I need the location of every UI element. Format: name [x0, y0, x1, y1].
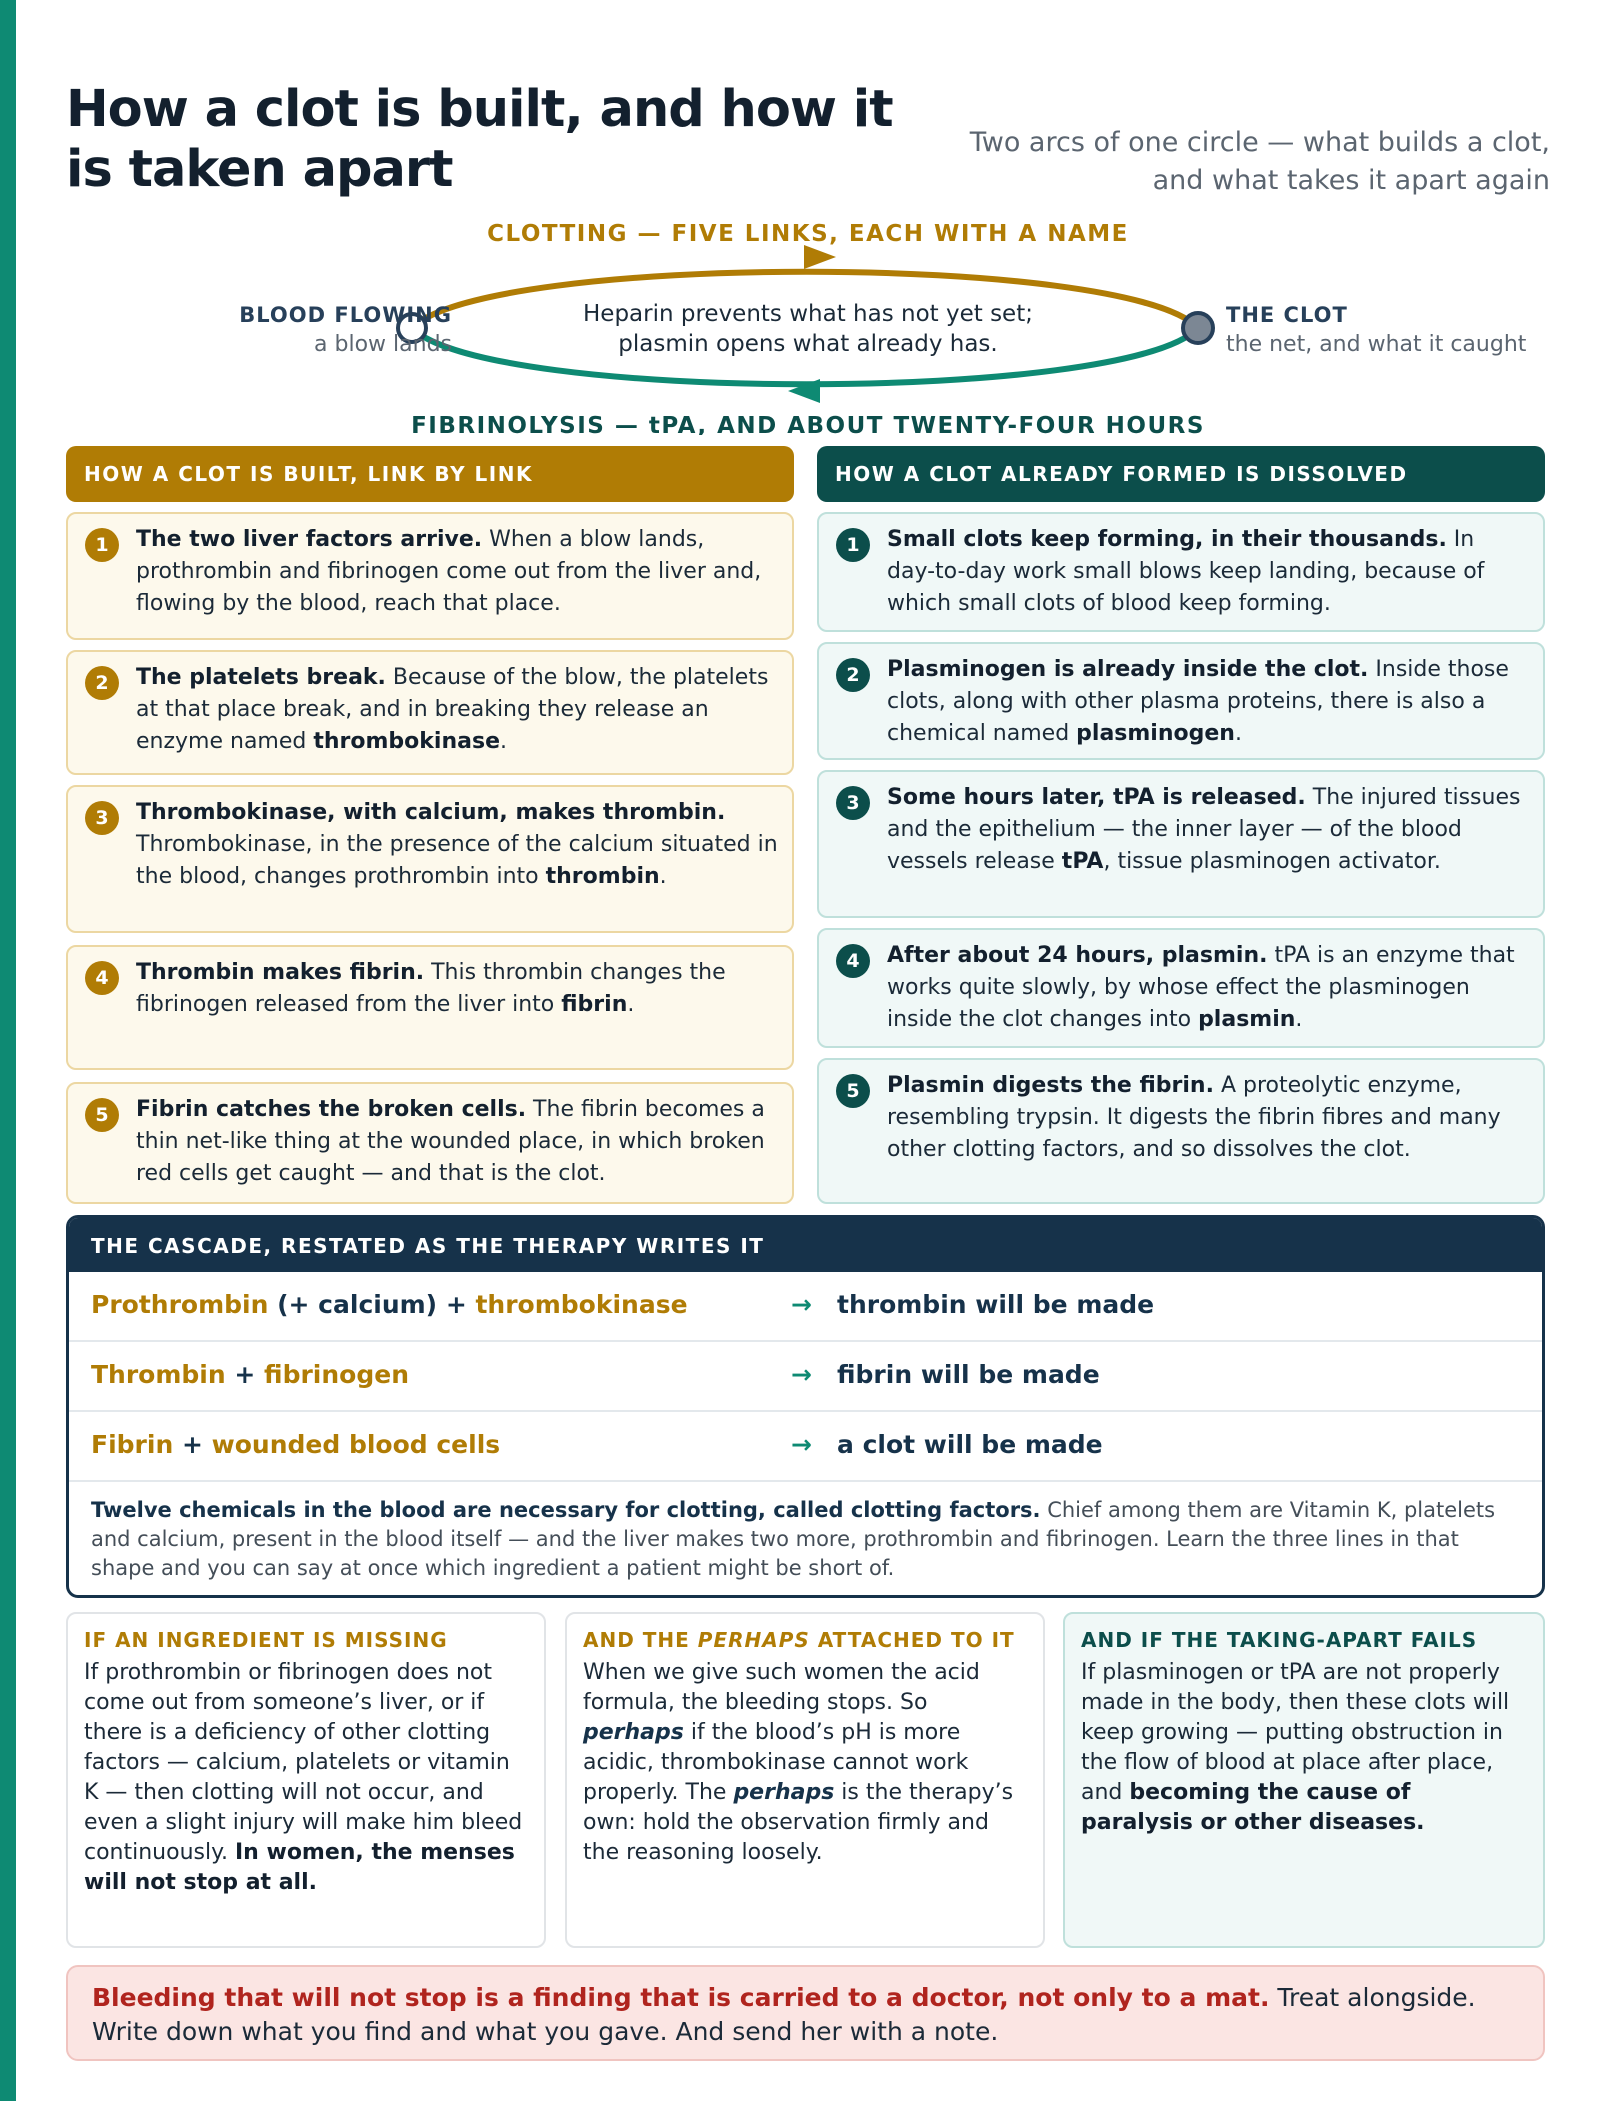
cascade-result: thrombin will be made [837, 1290, 1155, 1319]
taking-apart-fails-box [1063, 1612, 1545, 1948]
plus-sign: + [445, 1290, 476, 1319]
step-number-badge: 2 [85, 666, 119, 700]
step-term: tPA [1061, 849, 1104, 874]
box-body [583, 1658, 1027, 1868]
build-column-header: HOW A CLOT IS BUILT, LINK BY LINK [66, 446, 794, 502]
step-lead: The platelets break. [136, 665, 386, 690]
note-lead: Twelve chemicals in the blood are necessary for clotting, called clotting factors. [91, 1498, 1041, 1522]
box-text: is the therapy’s own: hold the observation firmly and the reasoning loosely. [583, 1780, 1014, 1865]
cascade-row [69, 1342, 1542, 1412]
step-lead: Plasminogen is already inside the clot. [887, 657, 1369, 682]
step-lead: Plasmin digests the fibrin. [887, 1073, 1214, 1098]
cascade-row [69, 1412, 1542, 1482]
arrow-icon: → [791, 1360, 812, 1389]
reagent: wounded blood cells [211, 1430, 501, 1459]
clot-cycle-diagram [66, 215, 1550, 435]
perhaps-box [565, 1612, 1045, 1948]
step-term: fibrin [561, 992, 628, 1017]
dissolve-step [817, 1058, 1545, 1204]
step-number-badge: 1 [836, 528, 870, 562]
dissolve-column-header: HOW A CLOT ALREADY FORMED IS DISSOLVED [817, 446, 1545, 502]
accent-bar [0, 0, 16, 2101]
step-lead: Thrombokinase, with calcium, makes thrombin. [136, 800, 726, 825]
box-text: If plasminogen or tPA are not properly made in the body, then these clots will keep growing — putting obstruction in the flow of blood at place after place, and [1081, 1660, 1510, 1805]
build-step [66, 512, 794, 640]
step-text: A proteolytic enzyme, resembling trypsin. It digests the fibrin fibres and many other clotting factors, and so dissolves the clot. [887, 1073, 1501, 1162]
box-emphasis: becoming the cause of paralysis or other diseases. [1081, 1780, 1425, 1835]
dissolve-step [817, 642, 1545, 760]
step-text: This thrombin changes the fibrinogen released from the liver into [136, 960, 726, 1017]
clotting-arc-label: CLOTTING — FIVE LINKS, EACH WITH A NAME [487, 221, 1129, 247]
step-number-badge: 5 [85, 1098, 119, 1132]
step-text: . [627, 992, 635, 1017]
step-text: Because of the blow, the platelets at that place break, and in breaking they release an enzyme named [136, 665, 769, 754]
step-text: . [1234, 721, 1242, 746]
subtitle-line: and what takes it apart again [1152, 165, 1550, 196]
node-title: THE CLOT [1226, 303, 1348, 327]
step-term: plasmin [1198, 1007, 1296, 1032]
box-text: When we give such women the acid formula, the bleeding stops. So [583, 1660, 980, 1715]
cascade-header: THE CASCADE, RESTATED AS THE THERAPY WRITES IT [69, 1218, 1542, 1272]
cycle-center-caption [66, 299, 1550, 359]
step-number-badge: 1 [85, 528, 119, 562]
step-number-badge: 4 [836, 944, 870, 978]
build-step [66, 785, 794, 933]
step-number-badge: 3 [85, 801, 119, 835]
step-lead: Fibrin catches the broken cells. [136, 1097, 527, 1122]
caption-line: Heparin prevents what has not yet set; [583, 301, 1033, 327]
step-lead: Small clots keep forming, in their thousands. [887, 527, 1447, 552]
arrow-icon: → [791, 1290, 812, 1319]
step-text: . [659, 864, 667, 889]
cascade-row [69, 1272, 1542, 1342]
page-title: How a clot is built, and how it is taken apart [66, 80, 893, 199]
node-title: BLOOD FLOWING [239, 303, 452, 327]
cascade-inputs [91, 1290, 688, 1319]
arrow-icon: → [791, 1430, 812, 1459]
alert-text: Treat alongside. Write down what you find and what you gave. And send her with a note. [92, 1983, 1476, 2046]
step-text: . [1295, 1007, 1303, 1032]
node-subtitle: a blow lands [314, 332, 452, 357]
clotting-arrowhead [804, 245, 836, 269]
step-number-badge: 4 [85, 961, 119, 995]
dissolve-step [817, 512, 1545, 632]
box-body [1081, 1658, 1527, 1838]
dissolve-step [817, 928, 1545, 1048]
cascade-result: a clot will be made [837, 1430, 1103, 1459]
missing-ingredient-box [66, 1612, 546, 1948]
box-emphasis: perhaps [583, 1720, 684, 1745]
box-emphasis: perhaps [733, 1780, 835, 1805]
step-term: thrombokinase [313, 729, 500, 754]
step-text: The injured tissues and the epithelium — the inner layer — of the blood vessels release [887, 785, 1521, 874]
step-lead: Thrombin makes fibrin. [136, 960, 425, 985]
step-number-badge: 2 [836, 658, 870, 692]
subtitle-line: Two arcs of one circle — what builds a clot, [969, 127, 1550, 158]
build-step [66, 945, 794, 1070]
box-emphasis: In women, the menses will not stop at all. [84, 1840, 515, 1895]
step-text: , tissue plasminogen activator. [1103, 849, 1441, 874]
title-emphasis: PERHAPS [697, 1628, 810, 1652]
step-text: tPA is an enzyme that works quite slowly, by whose effect the plasminogen inside the clot changes into [887, 943, 1515, 1032]
cascade-result: fibrin will be made [837, 1360, 1100, 1389]
step-text: Inside those clots, along with other plasma proteins, there is also a chemical named [887, 657, 1509, 746]
step-number-badge: 3 [836, 786, 870, 820]
cascade-inputs [91, 1360, 409, 1389]
alert-lead: Bleeding that will not stop is a finding that is carried to a doctor, not only to a mat. [92, 1983, 1270, 2012]
step-text: Thrombokinase, in the presence of the calcium situated in the blood, changes prothrombin into [136, 832, 778, 889]
title-part: ATTACHED TO IT [809, 1628, 1015, 1652]
reagent: Thrombin [91, 1360, 226, 1389]
reagent-modifier: (+ calcium) [268, 1290, 446, 1319]
title-part: AND THE [583, 1628, 698, 1652]
caption-line: plasmin opens what already has. [618, 331, 998, 357]
box-title: AND IF THE TAKING-APART FAILS [1081, 1628, 1478, 1652]
doctor-referral-alert [66, 1965, 1545, 2061]
fibrinolysis-arc-label: FIBRINOLYSIS — tPA, AND ABOUT TWENTY-FOUR HOURS [411, 413, 1205, 435]
dissolve-step [817, 770, 1545, 918]
plus-sign: + [234, 1360, 265, 1389]
node-subtitle: the net, and what it caught [1226, 332, 1527, 357]
step-lead: Some hours later, tPA is released. [887, 785, 1306, 810]
note-text: Chief among them are Vitamin K, platelets and calcium, present in the blood itself — and the liver makes two more, prothrombin and fibrinogen. Learn the three lines in that shape and you can say at once which ingredient a patient might be short of. [91, 1498, 1496, 1580]
reagent: fibrinogen [264, 1360, 409, 1389]
reagent: thrombokinase [475, 1290, 688, 1319]
box-title [583, 1626, 1027, 1654]
reagent: Fibrin [91, 1430, 174, 1459]
step-term: thrombin [545, 864, 660, 889]
step-term: plasminogen [1076, 721, 1235, 746]
reagent-modifier [173, 1430, 182, 1459]
cascade-note [69, 1482, 1542, 1583]
box-text: If prothrombin or fibrinogen does not come out from someone’s liver, or if there is a deficiency of other clotting factors — calcium, platelets or vitamin K — then clotting will not occur, and even a slight injury will make him bleed continuously. [84, 1660, 523, 1865]
cascade-inputs [91, 1430, 500, 1459]
step-text: . [499, 729, 507, 754]
box-title: IF AN INGREDIENT IS MISSING [84, 1628, 448, 1652]
step-text: In day-to-day work small blows keep landing, because of which small clots of blood keep forming. [887, 527, 1485, 616]
box-body [84, 1658, 528, 1898]
box-text: if the blood’s pH is more acidic, thrombokinase cannot work properly. The [583, 1720, 969, 1805]
cascade-panel [66, 1215, 1545, 1598]
step-text: When a blow lands, prothrombin and fibrinogen come out from the liver and, flowing by the blood, reach that place. [136, 527, 762, 616]
step-text: The fibrin becomes a thin net-like thing at the wounded place, in which broken red cells get caught — and that is the clot. [136, 1097, 765, 1186]
page-subtitle [910, 124, 1550, 200]
build-step [66, 650, 794, 775]
reagent: Prothrombin [91, 1290, 269, 1319]
step-lead: After about 24 hours, plasmin. [887, 943, 1268, 968]
build-step [66, 1082, 794, 1204]
step-number-badge: 5 [836, 1074, 870, 1108]
step-lead: The two liver factors arrive. [136, 527, 483, 552]
plus-sign: + [181, 1430, 212, 1459]
